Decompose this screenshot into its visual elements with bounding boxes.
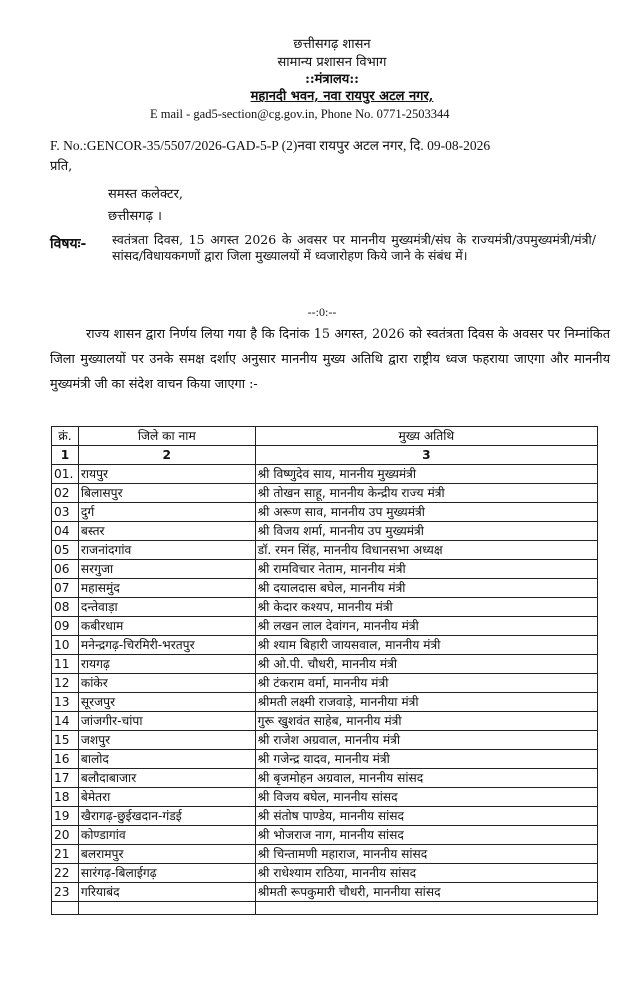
subject-text: स्वतंत्रता दिवस, 15 अगस्त 2026 के अवसर पर माननीय मुख्यमंत्री/संघ के राज्यमंत्री/उपमुख्यमंत्री/मंत्री/सांसद/विधायकगणों द्वारा जिला मुख्यालयों में ध्वजारोहण किये जाने के संबंध में। bbox=[112, 232, 596, 263]
cell-district: सरगुजा bbox=[78, 560, 255, 579]
cell-serial: 10 bbox=[52, 636, 79, 655]
cell-district: सारंगढ़-बिलाईगढ़ bbox=[78, 864, 255, 883]
cell-district: जशपुर bbox=[78, 731, 255, 750]
addressee-line-1: समस्त कलेक्टर, bbox=[108, 187, 184, 202]
table-row-continuation bbox=[52, 902, 598, 915]
cell-chief-guest: श्री चिन्तामणी महाराज, माननीय सांसद bbox=[255, 845, 597, 864]
header-government: छत्तीसगढ़ शासन bbox=[293, 37, 371, 52]
cell-chief-guest: श्री तोखन साहू, माननीय केन्द्रीय राज्य मंत्री bbox=[255, 484, 597, 503]
cell-chief-guest: श्री गजेन्द्र यादव, माननीय मंत्री bbox=[255, 750, 597, 769]
cell-district: रायपुर bbox=[78, 465, 255, 484]
cell-district: सूरजपुर bbox=[78, 693, 255, 712]
table-row bbox=[52, 560, 598, 579]
cell-serial: 09 bbox=[52, 617, 79, 636]
cell-district: गरियाबंद bbox=[78, 883, 255, 902]
cell-district: बस्तर bbox=[78, 522, 255, 541]
table-row bbox=[52, 845, 598, 864]
table-row bbox=[52, 598, 598, 617]
cell-district: खैरागढ़-छुईखदान-गंडई bbox=[78, 807, 255, 826]
cell-chief-guest: गुरू खुशवंत साहेब, माननीय मंत्री bbox=[255, 712, 597, 731]
file-reference: F. No.:GENCOR-35/5507/2026-GAD-5-P (2)नवा रायपुर अटल नगर, दि. 09-08-2026 bbox=[50, 138, 491, 153]
header-serial: क्रं. bbox=[52, 427, 79, 446]
cell-chief-guest: श्रीमती लक्ष्मी राजवाड़े, माननीया मंत्री bbox=[255, 693, 597, 712]
cell-district: राजनांदगांव bbox=[78, 541, 255, 560]
cell-serial: 02 bbox=[52, 484, 79, 503]
cell-serial: 03 bbox=[52, 503, 79, 522]
cell-chief-guest: श्री संतोष पाण्डेय, माननीय सांसद bbox=[255, 807, 597, 826]
subject-label: विषयः- bbox=[50, 236, 87, 252]
cell-chief-guest: श्री रामविचार नेताम, माननीय मंत्री bbox=[255, 560, 597, 579]
header-contact: E mail - gad5-section@cg.gov.in, Phone No. 0771-2503344 bbox=[150, 107, 450, 121]
col-number: 2 bbox=[78, 446, 255, 465]
cell-district: दन्तेवाड़ा bbox=[78, 598, 255, 617]
cell-chief-guest: श्री राजेश अग्रवाल, माननीय मंत्री bbox=[255, 731, 597, 750]
cell-chief-guest: श्री लखन लाल देवांगन, माननीय मंत्री bbox=[255, 617, 597, 636]
table-row bbox=[52, 522, 598, 541]
cell-serial: 04 bbox=[52, 522, 79, 541]
empty-cell bbox=[78, 902, 255, 915]
table-row bbox=[52, 731, 598, 750]
table-row bbox=[52, 655, 598, 674]
cell-chief-guest: श्री श्याम बिहारी जायसवाल, माननीय मंत्री bbox=[255, 636, 597, 655]
table-row bbox=[52, 769, 598, 788]
cell-serial: 17 bbox=[52, 769, 79, 788]
cell-chief-guest: श्री बृजमोहन अग्रवाल, माननीय सांसद bbox=[255, 769, 597, 788]
cell-serial: 01. bbox=[52, 465, 79, 484]
cell-chief-guest: श्री केदार कश्यप, माननीय मंत्री bbox=[255, 598, 597, 617]
col-number: 3 bbox=[255, 446, 597, 465]
cell-chief-guest: श्री ओ.पी. चौधरी, माननीय मंत्री bbox=[255, 655, 597, 674]
cell-district: जांजगीर-चांपा bbox=[78, 712, 255, 731]
separator: --:0:-- bbox=[307, 305, 337, 319]
table-column-number-row bbox=[52, 446, 598, 465]
cell-serial: 11 bbox=[52, 655, 79, 674]
body-paragraph: राज्य शासन द्वारा निर्णय लिया गया है कि दिनांक 15 अगस्त, 2026 को स्वतंत्रता दिवस के अवसर पर निम्नांकित जिला मुख्यालयों पर उनके समक्ष दर्शाए अनुसार माननीय मुख्य अतिथि द्वारा राष्ट्रीय ध्वज फहराया जाएगा और माननीय मुख्यमंत्री जी का संदेश वाचन किया जाएगा :- bbox=[50, 327, 610, 392]
salutation-prati: प्रति, bbox=[50, 159, 73, 174]
header-ministry: ::मंत्रालय:: bbox=[305, 72, 359, 87]
cell-serial: 13 bbox=[52, 693, 79, 712]
col-number: 1 bbox=[52, 446, 79, 465]
cell-district: बिलासपुर bbox=[78, 484, 255, 503]
district-chief-guest-table bbox=[51, 426, 598, 915]
cell-district: रायगढ़ bbox=[78, 655, 255, 674]
header-district: जिले का नाम bbox=[78, 427, 255, 446]
header-address: महानदी भवन, नवा रायपुर अटल नगर, bbox=[250, 89, 434, 104]
cell-serial: 22 bbox=[52, 864, 79, 883]
table-row bbox=[52, 503, 598, 522]
cell-district: बलौदाबाजार bbox=[78, 769, 255, 788]
cell-serial: 19 bbox=[52, 807, 79, 826]
cell-chief-guest: श्री विष्णुदेव साय, माननीय मुख्यमंत्री bbox=[255, 465, 597, 484]
table-row bbox=[52, 864, 598, 883]
cell-chief-guest: श्री विजय शर्मा, माननीय उप मुख्यमंत्री bbox=[255, 522, 597, 541]
cell-serial: 18 bbox=[52, 788, 79, 807]
cell-serial: 07 bbox=[52, 579, 79, 598]
cell-chief-guest: श्री विजय बघेल, माननीय सांसद bbox=[255, 788, 597, 807]
cell-chief-guest: श्री राधेश्याम राठिया, माननीय सांसद bbox=[255, 864, 597, 883]
cell-serial: 15 bbox=[52, 731, 79, 750]
empty-cell bbox=[52, 902, 79, 915]
table-row bbox=[52, 750, 598, 769]
table-row bbox=[52, 674, 598, 693]
table-row bbox=[52, 541, 598, 560]
table-row bbox=[52, 617, 598, 636]
cell-district: बेमेतरा bbox=[78, 788, 255, 807]
cell-district: बालोद bbox=[78, 750, 255, 769]
empty-cell bbox=[255, 902, 597, 915]
table-row bbox=[52, 465, 598, 484]
cell-serial: 08 bbox=[52, 598, 79, 617]
cell-serial: 20 bbox=[52, 826, 79, 845]
table-row bbox=[52, 636, 598, 655]
cell-chief-guest: श्री टंकराम वर्मा, माननीय मंत्री bbox=[255, 674, 597, 693]
cell-chief-guest: श्री दयालदास बघेल, माननीय मंत्री bbox=[255, 579, 597, 598]
table-row bbox=[52, 807, 598, 826]
table-row bbox=[52, 693, 598, 712]
cell-district: दुर्ग bbox=[78, 503, 255, 522]
table-header-row bbox=[52, 427, 598, 446]
table-row bbox=[52, 826, 598, 845]
cell-district: कबीरधाम bbox=[78, 617, 255, 636]
table-row bbox=[52, 579, 598, 598]
table-row bbox=[52, 484, 598, 503]
cell-serial: 06 bbox=[52, 560, 79, 579]
cell-chief-guest: डॉ. रमन सिंह, माननीय विधानसभा अध्यक्ष bbox=[255, 541, 597, 560]
cell-district: मनेन्द्रगढ़-चिरमिरी-भरतपुर bbox=[78, 636, 255, 655]
cell-chief-guest: श्री भोजराज नाग, माननीय सांसद bbox=[255, 826, 597, 845]
cell-chief-guest: श्री अरूण साव, माननीय उप मुख्यमंत्री bbox=[255, 503, 597, 522]
cell-chief-guest: श्रीमती रूपकुमारी चौधरी, माननीया सांसद bbox=[255, 883, 597, 902]
cell-serial: 16 bbox=[52, 750, 79, 769]
cell-serial: 23 bbox=[52, 883, 79, 902]
header-chief-guest: मुख्य अतिथि bbox=[255, 427, 597, 446]
cell-district: महासमुंद bbox=[78, 579, 255, 598]
table-row bbox=[52, 712, 598, 731]
cell-district: बलरामपुर bbox=[78, 845, 255, 864]
cell-district: कांकेर bbox=[78, 674, 255, 693]
cell-serial: 14 bbox=[52, 712, 79, 731]
table-row bbox=[52, 883, 598, 902]
header-department: सामान्य प्रशासन विभाग bbox=[277, 55, 387, 70]
cell-serial: 21 bbox=[52, 845, 79, 864]
table-row bbox=[52, 788, 598, 807]
cell-district: कोण्डागांव bbox=[78, 826, 255, 845]
cell-serial: 12 bbox=[52, 674, 79, 693]
cell-serial: 05 bbox=[52, 541, 79, 560]
addressee-line-2: छत्तीसगढ़ । bbox=[108, 209, 162, 224]
